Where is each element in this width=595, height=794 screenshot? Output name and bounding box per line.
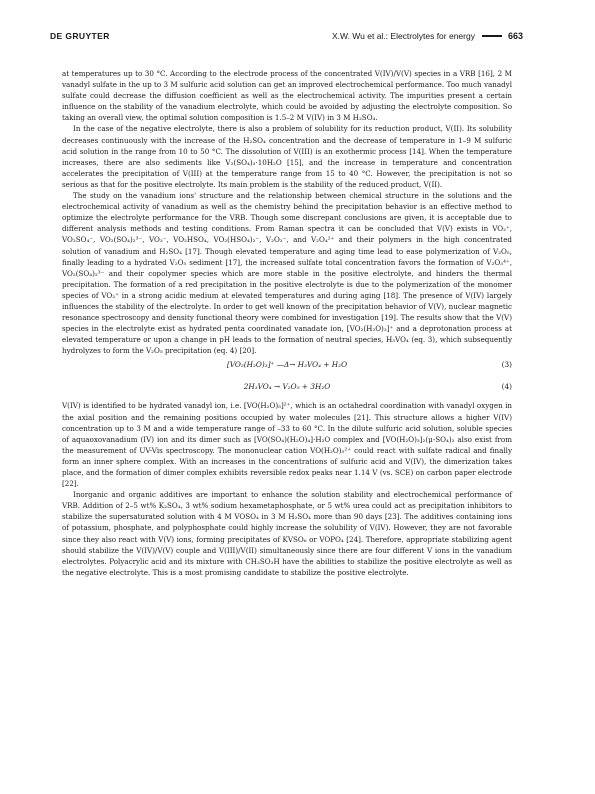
header-rule — [482, 35, 502, 37]
page-header — [50, 31, 523, 45]
paragraph-negative-electrolyte: In the case of the negative electrolyte, there is also a problem of solubility for its reduction product, V(II). Its solubility decreases continuously with the increase of the H₂SO₄ concentration and the decrease of temperature in 1–9 M sulfuric acid solution in the range from 10 to 50 °C. The dissolution of V(III) is an exothermic process [14]. When the temperature increases, there are also sediments like V₂(SO₄)₃·10H₂O [15], and the increase in temperature and concentration accelerates the precipitation of V(III) at the temperature range from 15 to 40 °C. However, the precipitation is not so serious as that for the positive electrolyte. Its main problem is the stability of the reduced product, V(II). — [62, 124, 512, 189]
equation-3-number: (3) — [501, 360, 512, 370]
publisher-name: DE GRUYTER — [50, 31, 110, 41]
paragraph-vanadyl-ion: V(IV) is identified to be hydrated vanadyl ion, i.e. [VO(H₂O)₅]²⁺, which is an octahedral coordination with vanadyl oxygen in the axial position and the remaining positions occupied by water molecules [21]. This structure allows a higher V(IV) concentration up to 3 M and a wide temperature range of –33 to 60 °C. In the dilute sulfuric acid solution, soluble species of aquaoxovanadium (IV) ion and its dimer such as [VO(SO₄)(H₂O)₄]·H₂O complex and [VO(H₂O)₃]₂(μ-SO₄)₂ also exist from the measurement of UV-Vis spectroscopy. The mononuclear cation VO(H₂O)₅²⁺ could react with sulfate radical and finally form an inner sphere complex. With an increases in the concentrations of sulfuric acid and V(IV), the dimerization takes place, and the formation of dimer complex exhibits reversible redox peaks near 1.14 V (vs. SCE) on carbon paper electrode [22]. — [62, 401, 512, 489]
running-title: X.W. Wu et al.: Electrolytes for energy — [331, 31, 475, 41]
paragraph-additives: Inorganic and organic additives are important to enhance the solution stability and electrochemical performance of VRB. Addition of 2–5 wt% K₂SO₄, 3 wt% sodium hexametaphosphate, or 5 wt% urea could act as precipitation inhibitors to stabilize the supersaturated solution with 4 M VOSO₄ in 3 M H₂SO₄ more than 90 days [23]. The additives containing ions of potassium, phosphate, and polyphosphate could highly increase the solubility of V(IV). However, they are not favorable since they also react with V(V) ions, forming precipitates of KVSO₆ or VOPO₄ [24]. Therefore, appropriate stabilizing agent should stabilize the V(IV)/V(V) couple and V(III)/V(II) simultaneously since there are four different V ions in the vanadium electrolytes. Polyacrylic acid and its mixture with CH₃SO₃H have the abilities to stabilize the positive electrolyte as well as the negative electrolyte. This is a most promising candidate to stabilize the positive electrolyte. — [62, 490, 512, 577]
article-body — [62, 68, 512, 578]
equation-4-expression: 2H₃VO₄ → V₂O₅ + 3H₂O — [243, 382, 331, 392]
page-number: 663 — [507, 31, 523, 41]
equation-4-number: (4) — [501, 382, 512, 392]
equation-3 — [62, 356, 512, 378]
equation-3-expression: [VO₂(H₂O)₃]⁺ —Δ→ H₃VO₄ + H₂O — [226, 360, 348, 370]
equation-4 — [62, 378, 512, 400]
paragraph-continuation: at temperatures up to 30 °C. According to the electrode process of the concentrated V(IV)/V(V) species in a VRB [16], 2 M vanadyl sulfate in the up to 3 M sulfuric acid solution can get an improved electrochemical performance. Too much vanadyl sulfate could decrease the diffusion coefficient as well as the electrochemical activity. The impurities present a certain influence on the stability of the vanadium electrolyte, which could be avoided by adjusting the electrolyte composition. So taking an overall view, the optimal solution composition is 1.5–2 M V(IV) in 3 M H₂SO₄. — [62, 69, 512, 123]
paragraph-vanadium-structure: The study on the vanadium ions' structure and the relationship between chemical structure in the solutions and the electrochemical activity of vanadium as well as the chemistry behind the precipitation behavior is an effective method to optimize the electrolyte performance for the VRB. Though some discrepant conclusions are given, it is acceptable due to different analysis methods and testing conditions. From Raman spectra it can be concluded that V(V) exists in VO₂⁺, VO₂SO₄⁻, VO₂(SO₄)₂³⁻, VO₃⁻, VO₂HSO₄, VO₂(HSO₄)₂⁻, V₂O₃⁻, and V₂O₄²⁺ and their polymers in the high concentrated solution of vanadium and H₂SO₄ [17]. Though elevated temperature and aging time lead to ease polymerization of V₂O₅, finally leading to a hydrated V₂O₅ sediment [17], the increased sulfate total concentration favors the formation of V₂O₃⁴⁺, VO₂(SO₄)₂³⁻ and their copolymer species which are more stable in the positive electrolyte, and hinders the thermal precipitation. The formation of a red precipitation in the positive electrolyte is due to the polymerization of the monomer species of VO₂⁺ in a strong acidic medium at elevated temperatures and during aging [18]. The presence of V(IV) largely influences the stability of the electrolyte. In order to get well known of the precipitation behavior of V(V), nuclear magnetic resonance spectroscopy and density functional theory were combined for investigation [19]. The results show that the V(V) species in the electrolyte exist as hydrated penta coordinated vanadate ion, [VO₂(H₂O)₃]⁺ and a deprotonation process at elevated temperature or upon a change in pH leads to the formation of neutral species, H₃VO₄ (eq. 3), which subsequently hydrolyzes to form the V₂O₅ precipitation (eq. 4) [20]. — [62, 191, 512, 356]
running-header — [332, 31, 523, 41]
